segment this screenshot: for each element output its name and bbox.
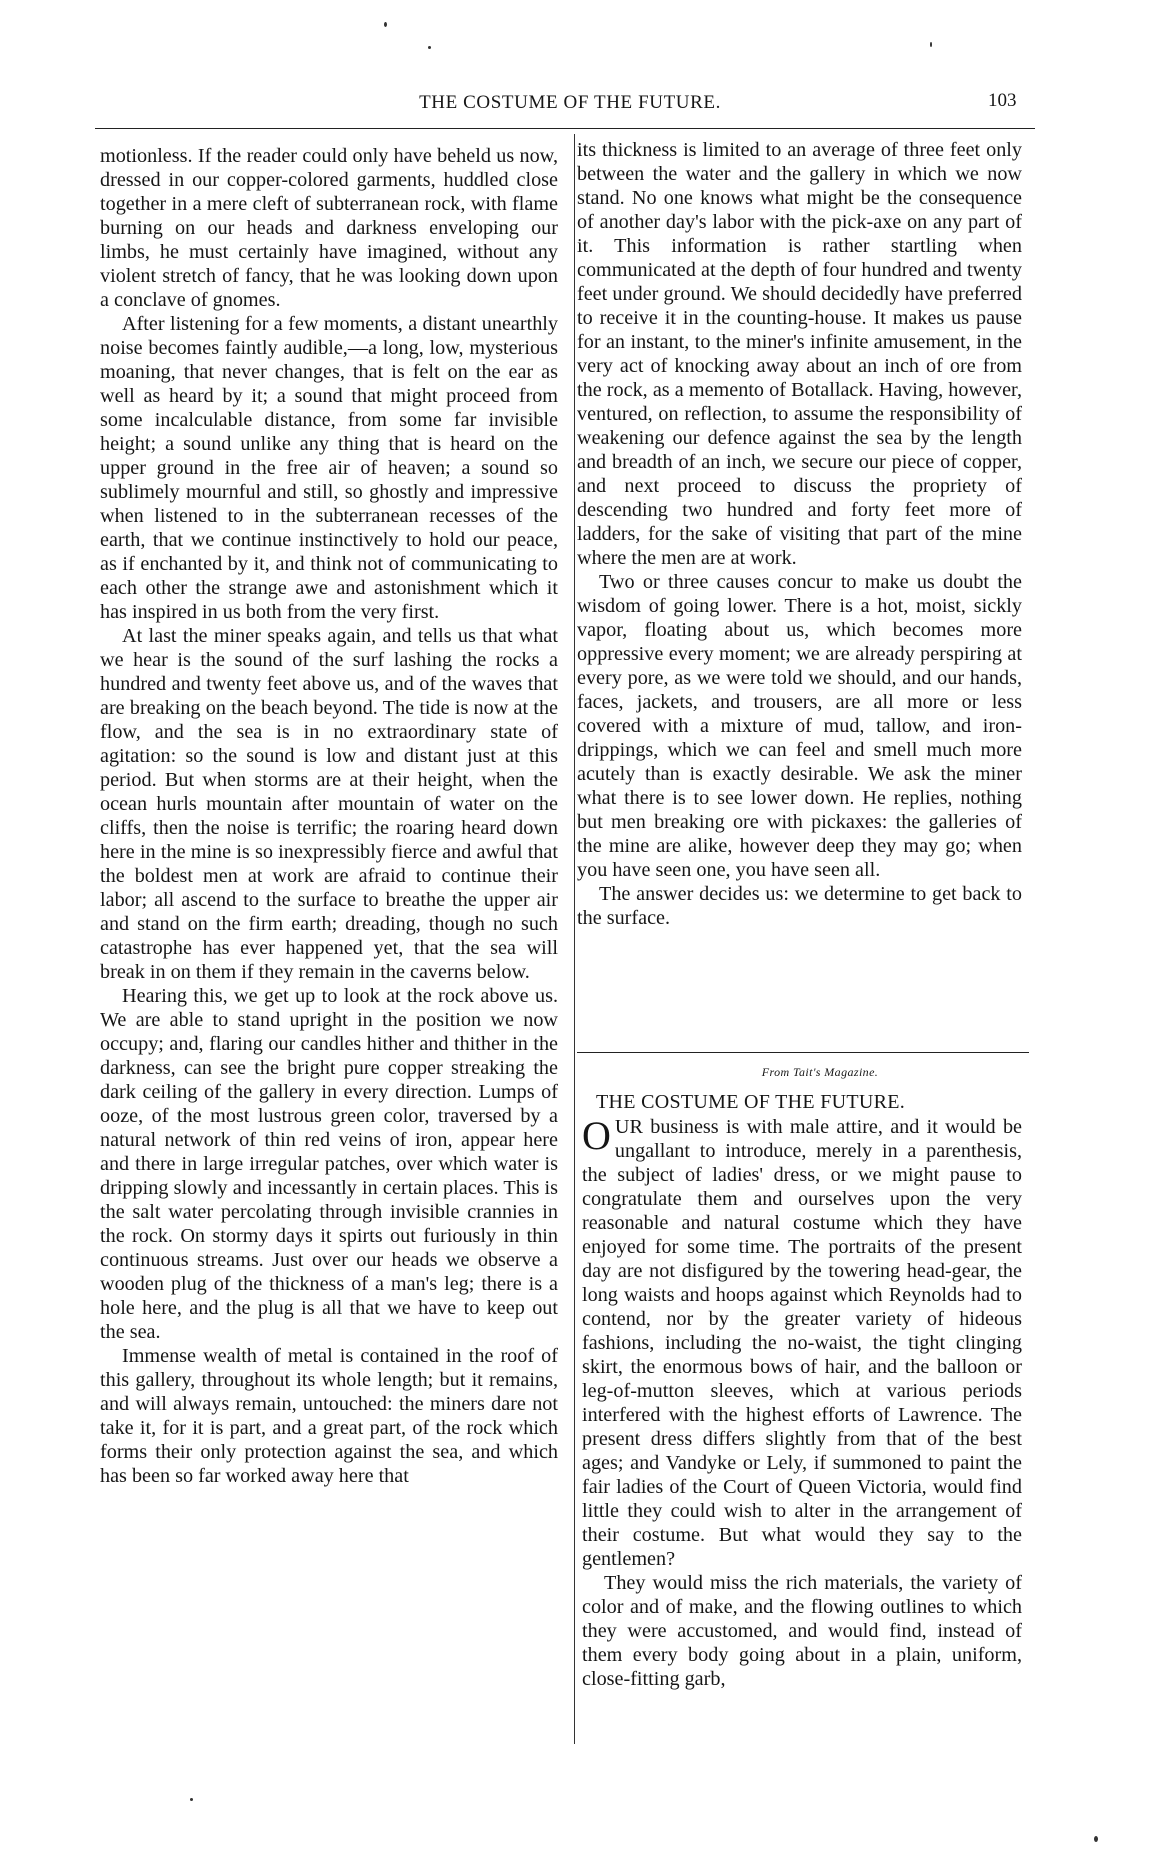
- article-paragraph-text: UR business is with male attire, and it would be ungallant to introduce, merely in a parenthesis, the subject of ladies' dress, or we might pause to congratulate them and ourselves upon the very reasonable and natural costume which they have enjoyed for some time. The portraits of the present day are not disfigured by the towering head-gear, the long waists and hoops against which Reynolds had to contend, nor by the greater variety of hideous fashions, including the no-waist, the tight clinging skirt, the enormous bows of hair, and the balloon or leg-of-mutton sleeves, which at various periods interfered with the highest efforts of Lawrence. The present dress differs slightly from that of the best ages; and Vandyke or Lely, if summoned to paint the fair ladies of the Court of Queen Victoria, would find little they could wish to alter in the arrangement of their costume. But what would they say to the gentlemen?: [582, 1116, 1022, 1570]
- column-divider: [574, 134, 575, 1744]
- article-paragraph: They would miss the rich materials, the variety of color and of make, and the flowing outlines to which they were accustomed, and would find, instead of them every body going about in a plain, uniform, close-fitting garb,: [582, 1572, 1022, 1690]
- paragraph: Two or three causes concur to make us doubt the wisdom of going lower. There is a hot, moist, sickly vapor, floating about us, which becomes more oppressive every moment; we are already perspiring at every pore, as we were told we should, and our hands, faces, jackets, and trousers, are all more or less covered with a mixture of mud, tallow, and iron-drippings, which we can feel and smell much more acutely than is exactly desirable. We ask the miner what there is to see lower down. He replies, nothing but men breaking ore with pickaxes: the galleries of the mine are alike, however deep they may go; when you have seen one, you have seen all.: [577, 571, 1022, 881]
- article-paragraph: [582, 1115, 1022, 1571]
- print-speck: [190, 1798, 193, 1801]
- paragraph: motionless. If the reader could only have beheld us now, dressed in our copper-colored garments, huddled close together in a mere cleft of subterranean rock, with flame burning on our heads and darkness enveloping our limbs, he must certainly have imagined, without any violent stretch of fancy, that he was looking down upon a conclave of gnomes.: [100, 145, 558, 311]
- right-column-continued-text: [577, 138, 1022, 930]
- print-speck: [384, 22, 387, 27]
- print-speck: [1094, 1836, 1098, 1842]
- paragraph: At last the miner speaks again, and tells us that what we hear is the sound of the surf lashing the rocks a hundred and twenty feet above us, and of the waves that are breaking on the beach beyond. The tide is now at the flow, and the sea is in no extraordinary state of agitation: so the sound is low and distant just at this period. But when storms are at their height, when the ocean hurls mountain after mountain of water on the cliffs, then the noise is terrific; the roaring heard down here in the mine is so inexpressibly fierce and awful that the boldest men at work are afraid to continue their labor; all ascend to the surface to breathe the upper air and stand on the firm earth; dreading, though no such catastrophe has ever happened yet, that the sea will break in on them if they remain in the caverns below.: [100, 625, 558, 983]
- page-number: 103: [988, 90, 1017, 111]
- paragraph: Hearing this, we get up to look at the rock above us. We are able to stand upright in the position we now occupy; and, flaring our candles hither and thither in the darkness, can see the bright pure copper streaking the dark ceiling of the gallery in every direction. Lumps of ooze, of the most lustrous green color, traversed by a natural network of thin red veins of iron, appear here and there in large irregular patches, over which water is dripping slowly and incessantly in certain places. This is the salt water percolating through invisible crannies in the rock. On stormy days it spirts out furiously in thin continuous streams. Just over our heads we observe a wooden plug of the thickness of a man's leg; there is a hole here, and the plug is all that we have to keep out the sea.: [100, 985, 558, 1343]
- paragraph: The answer decides us: we determine to get back to the surface.: [577, 883, 1022, 929]
- print-speck: [930, 42, 932, 47]
- running-title: THE COSTUME OF THE FUTURE.: [419, 92, 721, 113]
- header-rule: [95, 128, 1035, 129]
- source-credit: From Tait's Magazine.: [761, 1065, 879, 1079]
- print-speck: [428, 46, 431, 49]
- article-title: THE COSTUME OF THE FUTURE.: [596, 1091, 906, 1113]
- article-body: [582, 1090, 1022, 1691]
- section-rule: [577, 1052, 1029, 1053]
- drop-cap: O: [582, 1113, 611, 1158]
- paragraph: its thickness is limited to an average of three feet only between the water and the gallery in which we now stand. No one knows what might be the consequence of another day's labor with the pick-axe on any part of it. This information is rather startling when communicated at the depth of four hundred and twenty feet under ground. We should decidedly have preferred to receive it in the counting-house. It makes us pause for an instant, to the miner's infinite amusement, in the very act of knocking away about an inch of ore from the rock, as a memento of Botallack. Having, however, ventured, on reflection, to assume the responsibility of weakening our defence against the sea by the length and breadth of an inch, we secure our piece of copper, and next proceed to discuss the propriety of descending two hundred and forty feet more of ladders, for the sake of visiting that part of the mine where the men are at work.: [577, 139, 1022, 569]
- paragraph: After listening for a few moments, a distant unearthly noise becomes faintly audible,—a long, low, mysterious moaning, that never changes, that is felt on the ear as well as heard by it; a sound that might proceed from some incalculable distance, from some far invisible height; a sound unlike any thing that is heard on the upper ground in the free air of heaven; a sound so sublimely mournful and still, so ghostly and impressive when listened to in the subterranean recesses of the earth, that we continue instinctively to hold our peace, as if enchanted by it, and think not of communicating to each other the strange awe and astonishment which it has inspired in us both from the very first.: [100, 313, 558, 623]
- paragraph: Immense wealth of metal is contained in the roof of this gallery, throughout its whole length; but it remains, and will always remain, untouched: the miners dare not take it, for it is part, and a great part, of the rock which forms their only protection against the sea, and which has been so far worked away here that: [100, 1345, 558, 1487]
- left-column: [100, 144, 558, 1488]
